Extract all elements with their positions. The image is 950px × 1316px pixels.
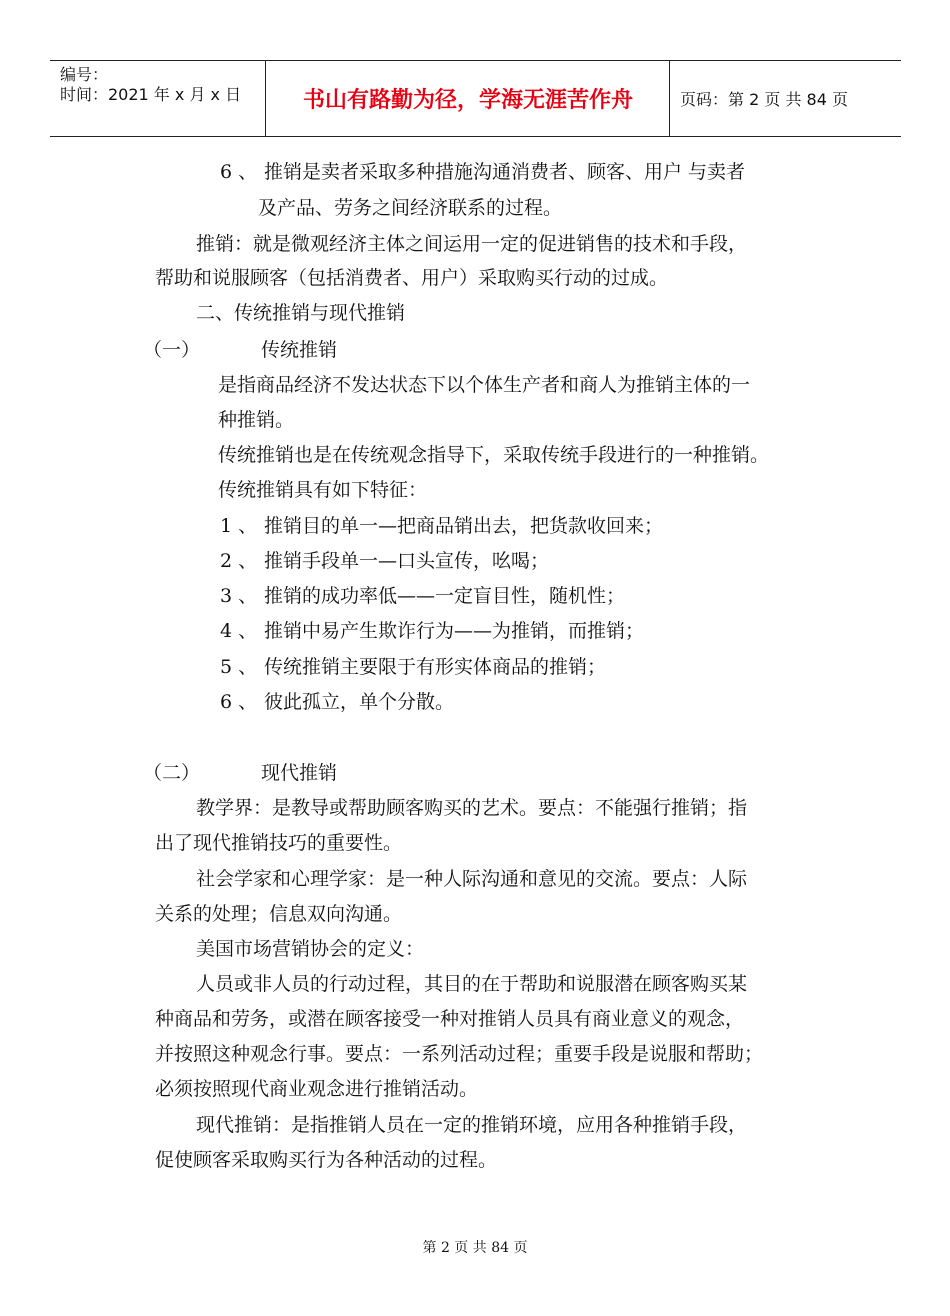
subsection-title: 现代推销 (261, 762, 338, 784)
subsection-heading (143, 761, 337, 785)
paragraph-line (220, 160, 745, 184)
page-header (50, 60, 901, 137)
list-number: 5 、 (220, 656, 258, 678)
header-meta (50, 61, 266, 136)
list-text: 推销手段单一—口头宣传，吆喝； (264, 550, 550, 572)
subsection-title: 传统推销 (261, 339, 338, 361)
header-page-info: 页码：第 2 页 共 84 页 (680, 90, 848, 109)
list-text: 传统推销主要限于有形实体商品的推销； (264, 656, 607, 678)
paragraph-line: 并按照这种观念行事。要点：一系列活动过程；重要手段是说服和帮助； (155, 1043, 764, 1065)
list-text: 推销中易产生欺诈行为——为推销，而推销； (264, 620, 645, 642)
section-heading: 二、传统推销与现代推销 (196, 302, 406, 324)
list-number: 4 、 (220, 620, 258, 642)
paragraph-line: 必须按照现代商业观念进行推销活动。 (155, 1078, 479, 1100)
paragraph-line: 关系的处理；信息双向沟通。 (155, 903, 403, 925)
list-item (220, 514, 663, 538)
paragraph-line: 现代推销：是指推销人员在一定的推销环境，应用各种推销手段， (196, 1114, 748, 1136)
paragraph-line: 教学界：是教导或帮助顾客购买的艺术。要点：不能强行推销；指 (196, 797, 748, 819)
list-text: 彼此孤立，单个分散。 (264, 691, 455, 713)
paragraph-line: 及产品、劳务之间经济联系的过程。 (258, 197, 563, 219)
paragraph-line: 促使顾客采取购买行为各种活动的过程。 (155, 1149, 498, 1171)
paragraph-line: 传统推销也是在传统观念指导下，采取传统手段进行的一种推销。 (218, 444, 770, 466)
paragraph-line: 社会学家和心理学家：是一种人际沟通和意见的交流。要点：人际 (196, 868, 748, 890)
list-item (220, 584, 625, 608)
list-item (220, 619, 644, 643)
paragraph-line: 美国市场营销协会的定义： (196, 938, 425, 960)
list-item (220, 690, 454, 714)
paragraph-line: 种商品和劳务，或潜在顾客接受一种对推销人员具有商业意义的观念， (155, 1008, 745, 1030)
paragraph-line: 人员或非人员的行动过程，其目的在于帮助和说服潜在顾客购买某 (196, 973, 748, 995)
list-text: 推销是卖者采取多种措施沟通消费者、顾客、用户 与卖者 (264, 161, 746, 183)
paragraph-line: 帮助和说服顾客（包括消费者、用户）采取购买行动的过成。 (155, 267, 669, 289)
header-motto: 书山有路勤为径，学海无涯苦作舟 (267, 61, 670, 136)
paragraph-line: 种推销。 (218, 409, 295, 431)
subsection-number: （一） (143, 339, 201, 361)
time-label: 时间：2021 年 x 月 x 日 (60, 85, 242, 104)
paragraph-line: 是指商品经济不发达状态下以个体生产者和商人为推销主体的一 (218, 374, 751, 396)
list-number: 2 、 (220, 550, 258, 572)
list-item (220, 655, 606, 679)
list-text: 推销目的单一—把商品销出去，把货款收回来； (264, 515, 664, 537)
list-text: 推销的成功率低——一定盲目性，随机性； (264, 585, 626, 607)
list-number: 1 、 (220, 515, 258, 537)
list-number: 6 、 (220, 691, 258, 713)
subsection-heading (143, 338, 337, 362)
list-item (220, 549, 549, 573)
serial-label: 编号： (60, 65, 109, 84)
paragraph-line: 传统推销具有如下特征： (218, 479, 428, 501)
list-number: 3 、 (220, 585, 258, 607)
paragraph-line: 出了现代推销技巧的重要性。 (155, 832, 403, 854)
paragraph-line: 推销：就是微观经济主体之间运用一定的促进销售的技术和手段， (196, 233, 748, 255)
list-number: 6 、 (220, 161, 258, 183)
page-footer: 第 2 页 共 84 页 (422, 1240, 528, 1256)
subsection-number: （二） (143, 762, 201, 784)
